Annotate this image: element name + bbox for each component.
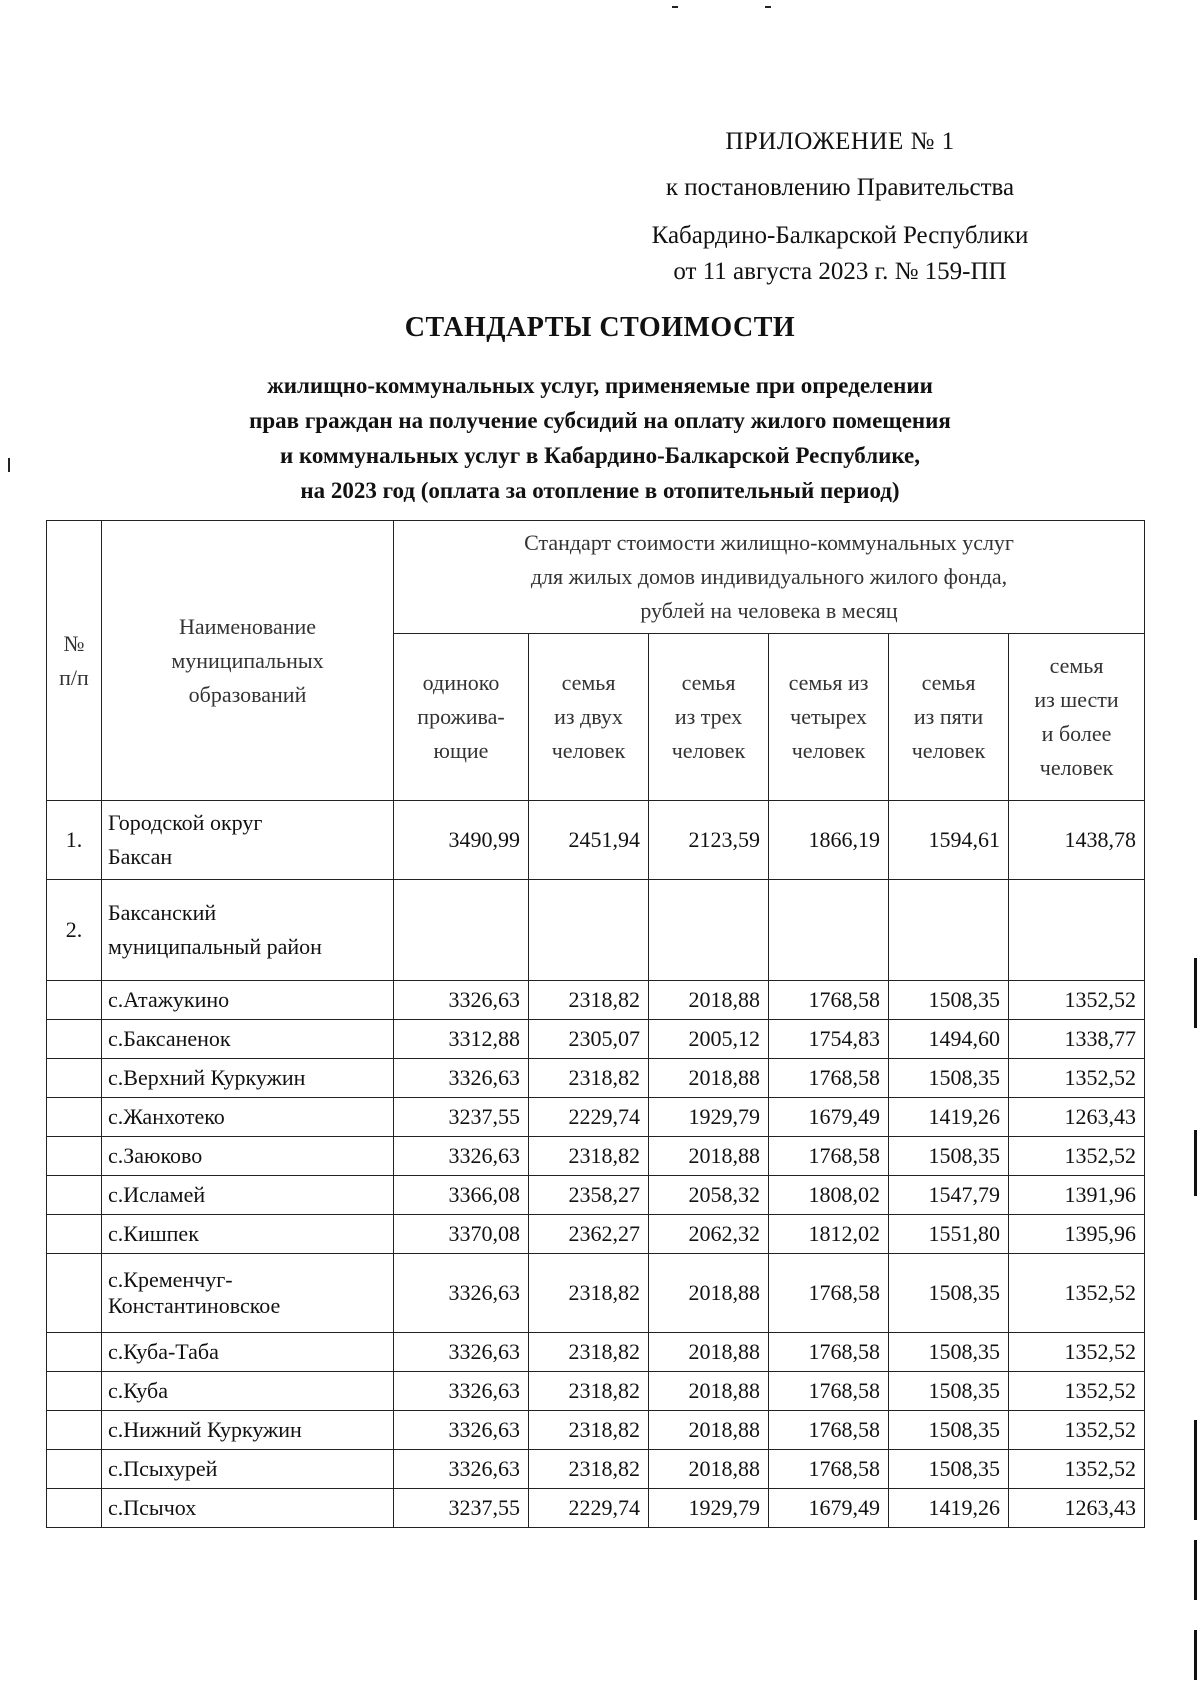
cost-value: 1866,19 <box>769 801 889 880</box>
cost-value: 1352,52 <box>1009 1450 1145 1489</box>
cost-value: 1768,58 <box>769 1450 889 1489</box>
cost-value: 2318,82 <box>529 1137 649 1176</box>
row-number <box>47 1254 102 1333</box>
cost-value: 1352,52 <box>1009 1137 1145 1176</box>
cost-value: 1768,58 <box>769 1059 889 1098</box>
cost-value: 1768,58 <box>769 1411 889 1450</box>
table-row <box>47 1254 1145 1333</box>
cost-value: 2305,07 <box>529 1020 649 1059</box>
cost-value: 1547,79 <box>889 1176 1009 1215</box>
cost-value: 2229,74 <box>529 1098 649 1137</box>
cost-value: 2318,82 <box>529 1333 649 1372</box>
row-number <box>47 1098 102 1137</box>
cost-value: 1391,96 <box>1009 1176 1145 1215</box>
cost-value: 1594,61 <box>889 801 1009 880</box>
subheading-line: жилищно-коммунальных услуг, применяемые при определении <box>267 373 933 398</box>
scan-speck <box>672 6 678 8</box>
cost-value: 1508,35 <box>889 1450 1009 1489</box>
cost-standards-table <box>46 520 1145 1528</box>
cost-value: 1929,79 <box>649 1489 769 1528</box>
cost-value: 1508,35 <box>889 981 1009 1020</box>
cost-value: 2358,27 <box>529 1176 649 1215</box>
cost-value: 3312,88 <box>394 1020 529 1059</box>
cost-value: 1679,49 <box>769 1489 889 1528</box>
subheading-line: на 2023 год (оплата за отопление в отопительный период) <box>300 478 900 503</box>
cost-value: 2318,82 <box>529 1411 649 1450</box>
cost-value: 1352,52 <box>1009 1372 1145 1411</box>
cost-value: 2123,59 <box>649 801 769 880</box>
subheading-line: прав граждан на получение субсидий на оплату жилого помещения <box>249 408 951 433</box>
municipality-name: с.Псыхурей <box>102 1450 394 1489</box>
municipality-name: с.Атажукино <box>102 981 394 1020</box>
cost-value: 2451,94 <box>529 801 649 880</box>
row-number <box>47 1489 102 1528</box>
col-header-name: Наименование муниципальных образований <box>102 521 394 801</box>
cost-value: 1352,52 <box>1009 1333 1145 1372</box>
col-header-household: семья из четырех человек <box>769 634 889 801</box>
cost-value: 2018,88 <box>649 1059 769 1098</box>
appendix-title: ПРИЛОЖЕНИЕ № 1 <box>725 128 955 155</box>
cost-value <box>889 880 1009 981</box>
row-number <box>47 1215 102 1254</box>
cost-value: 3326,63 <box>394 981 529 1020</box>
municipality-name: с.Заюково <box>102 1137 394 1176</box>
cost-value: 3490,99 <box>394 801 529 880</box>
municipality-name: с.Баксаненок <box>102 1020 394 1059</box>
table-row <box>47 1176 1145 1215</box>
table-row <box>47 1372 1145 1411</box>
cost-value: 1508,35 <box>889 1059 1009 1098</box>
cost-value: 3237,55 <box>394 1098 529 1137</box>
cost-value: 2318,82 <box>529 1254 649 1333</box>
row-number <box>47 1176 102 1215</box>
scan-edge-line <box>1194 1540 1197 1600</box>
col-header-household: семья из двух человек <box>529 634 649 801</box>
row-number <box>47 1059 102 1098</box>
cost-value: 2318,82 <box>529 1450 649 1489</box>
document-subheading <box>60 368 1140 508</box>
cost-value: 2062,32 <box>649 1215 769 1254</box>
table-row <box>47 1215 1145 1254</box>
cost-value: 1395,96 <box>1009 1215 1145 1254</box>
cost-value: 1508,35 <box>889 1137 1009 1176</box>
cost-value: 1551,80 <box>889 1215 1009 1254</box>
cost-value: 2005,12 <box>649 1020 769 1059</box>
cost-value: 3237,55 <box>394 1489 529 1528</box>
table-row <box>47 981 1145 1020</box>
cost-value: 1352,52 <box>1009 1254 1145 1333</box>
table-row <box>47 1489 1145 1528</box>
cost-value: 1929,79 <box>649 1098 769 1137</box>
appendix-block <box>560 124 1120 290</box>
cost-value: 1768,58 <box>769 1137 889 1176</box>
cost-value: 1494,60 <box>889 1020 1009 1059</box>
table-row <box>47 1450 1145 1489</box>
cost-value: 2018,88 <box>649 1411 769 1450</box>
cost-value: 3326,63 <box>394 1372 529 1411</box>
appendix-line: Кабардино-Балкарской Республики <box>651 222 1029 249</box>
row-number: 1. <box>47 801 102 880</box>
cost-value: 3370,08 <box>394 1215 529 1254</box>
municipality-name: с.Кишпек <box>102 1215 394 1254</box>
row-number <box>47 981 102 1020</box>
cost-value: 3326,63 <box>394 1333 529 1372</box>
row-number <box>47 1450 102 1489</box>
cost-value <box>529 880 649 981</box>
cost-value: 3326,63 <box>394 1254 529 1333</box>
cost-value <box>649 880 769 981</box>
scan-edge-line <box>1194 958 1197 1028</box>
cost-value: 2018,88 <box>649 1137 769 1176</box>
cost-value: 1508,35 <box>889 1254 1009 1333</box>
table-row <box>47 1020 1145 1059</box>
subheading-line: и коммунальных услуг в Кабардино-Балкарской Республике, <box>279 443 921 468</box>
row-number: 2. <box>47 880 102 981</box>
cost-value: 1679,49 <box>769 1098 889 1137</box>
cost-value: 1419,26 <box>889 1098 1009 1137</box>
scan-speck <box>8 458 10 472</box>
cost-value: 2018,88 <box>649 981 769 1020</box>
row-number <box>47 1411 102 1450</box>
table-row <box>47 1333 1145 1372</box>
table-row <box>47 1059 1145 1098</box>
cost-value: 1808,02 <box>769 1176 889 1215</box>
appendix-line: к постановлению Правительства <box>665 174 1015 201</box>
cost-value: 2318,82 <box>529 981 649 1020</box>
cost-value: 1352,52 <box>1009 981 1145 1020</box>
cost-value: 2318,82 <box>529 1372 649 1411</box>
cost-value: 1768,58 <box>769 1372 889 1411</box>
cost-value: 2318,82 <box>529 1059 649 1098</box>
row-number <box>47 1372 102 1411</box>
cost-value: 1768,58 <box>769 1333 889 1372</box>
table-row <box>47 1411 1145 1450</box>
cost-value <box>1009 880 1145 981</box>
scan-edge-line <box>1194 1630 1197 1680</box>
cost-value <box>394 880 529 981</box>
cost-value: 1419,26 <box>889 1489 1009 1528</box>
cost-value: 1768,58 <box>769 981 889 1020</box>
document-heading: СТАНДАРТЫ СТОИМОСТИ <box>404 312 796 343</box>
municipality-name: Баксанский муниципальный район <box>102 880 394 981</box>
cost-value: 1812,02 <box>769 1215 889 1254</box>
row-number <box>47 1333 102 1372</box>
municipality-name: с.Нижний Куркужин <box>102 1411 394 1450</box>
municipality-name: с.Псычох <box>102 1489 394 1528</box>
cost-value: 2018,88 <box>649 1333 769 1372</box>
scan-edge-line <box>1194 1420 1197 1520</box>
row-number <box>47 1137 102 1176</box>
col-header-number: № п/п <box>47 521 102 801</box>
table-row <box>47 880 1145 981</box>
cost-value: 3366,08 <box>394 1176 529 1215</box>
cost-value: 1352,52 <box>1009 1411 1145 1450</box>
cost-value: 3326,63 <box>394 1137 529 1176</box>
cost-value: 2018,88 <box>649 1254 769 1333</box>
cost-value: 1438,78 <box>1009 801 1145 880</box>
cost-value: 3326,63 <box>394 1450 529 1489</box>
cost-value: 1263,43 <box>1009 1098 1145 1137</box>
cost-value: 1508,35 <box>889 1411 1009 1450</box>
scan-edge-line <box>1194 1130 1197 1196</box>
scan-speck <box>765 6 771 8</box>
cost-value: 1508,35 <box>889 1372 1009 1411</box>
cost-value <box>769 880 889 981</box>
table-row <box>47 1098 1145 1137</box>
col-header-household: семья из пяти человек <box>889 634 1009 801</box>
cost-value: 1508,35 <box>889 1333 1009 1372</box>
row-number <box>47 1020 102 1059</box>
col-header-household: семья из шести и более человек <box>1009 634 1145 801</box>
municipality-name: с.Жанхотеко <box>102 1098 394 1137</box>
municipality-name: с.Кременчуг- Константиновское <box>102 1254 394 1333</box>
cost-value: 2058,32 <box>649 1176 769 1215</box>
cost-value: 3326,63 <box>394 1411 529 1450</box>
col-header-group: Стандарт стоимости жилищно-коммунальных услуг для жилых домов индивидуального жилого фонда, рублей на человека в месяц <box>394 521 1145 634</box>
municipality-name: Городской округ Баксан <box>102 801 394 880</box>
cost-value: 1338,77 <box>1009 1020 1145 1059</box>
cost-value: 2018,88 <box>649 1372 769 1411</box>
municipality-name: с.Верхний Куркужин <box>102 1059 394 1098</box>
municipality-name: с.Куба-Таба <box>102 1333 394 1372</box>
municipality-name: с.Исламей <box>102 1176 394 1215</box>
appendix-line: от 11 августа 2023 г. № 159-ПП <box>673 258 1007 285</box>
cost-value: 2229,74 <box>529 1489 649 1528</box>
municipality-name: с.Куба <box>102 1372 394 1411</box>
cost-value: 2018,88 <box>649 1450 769 1489</box>
cost-value: 2362,27 <box>529 1215 649 1254</box>
cost-value: 1263,43 <box>1009 1489 1145 1528</box>
cost-value: 1754,83 <box>769 1020 889 1059</box>
cost-value: 3326,63 <box>394 1059 529 1098</box>
col-header-household: одиноко прожива- ющие <box>394 634 529 801</box>
table-row <box>47 1137 1145 1176</box>
cost-value: 1768,58 <box>769 1254 889 1333</box>
cost-value: 1352,52 <box>1009 1059 1145 1098</box>
col-header-household: семья из трех человек <box>649 634 769 801</box>
table-row <box>47 801 1145 880</box>
